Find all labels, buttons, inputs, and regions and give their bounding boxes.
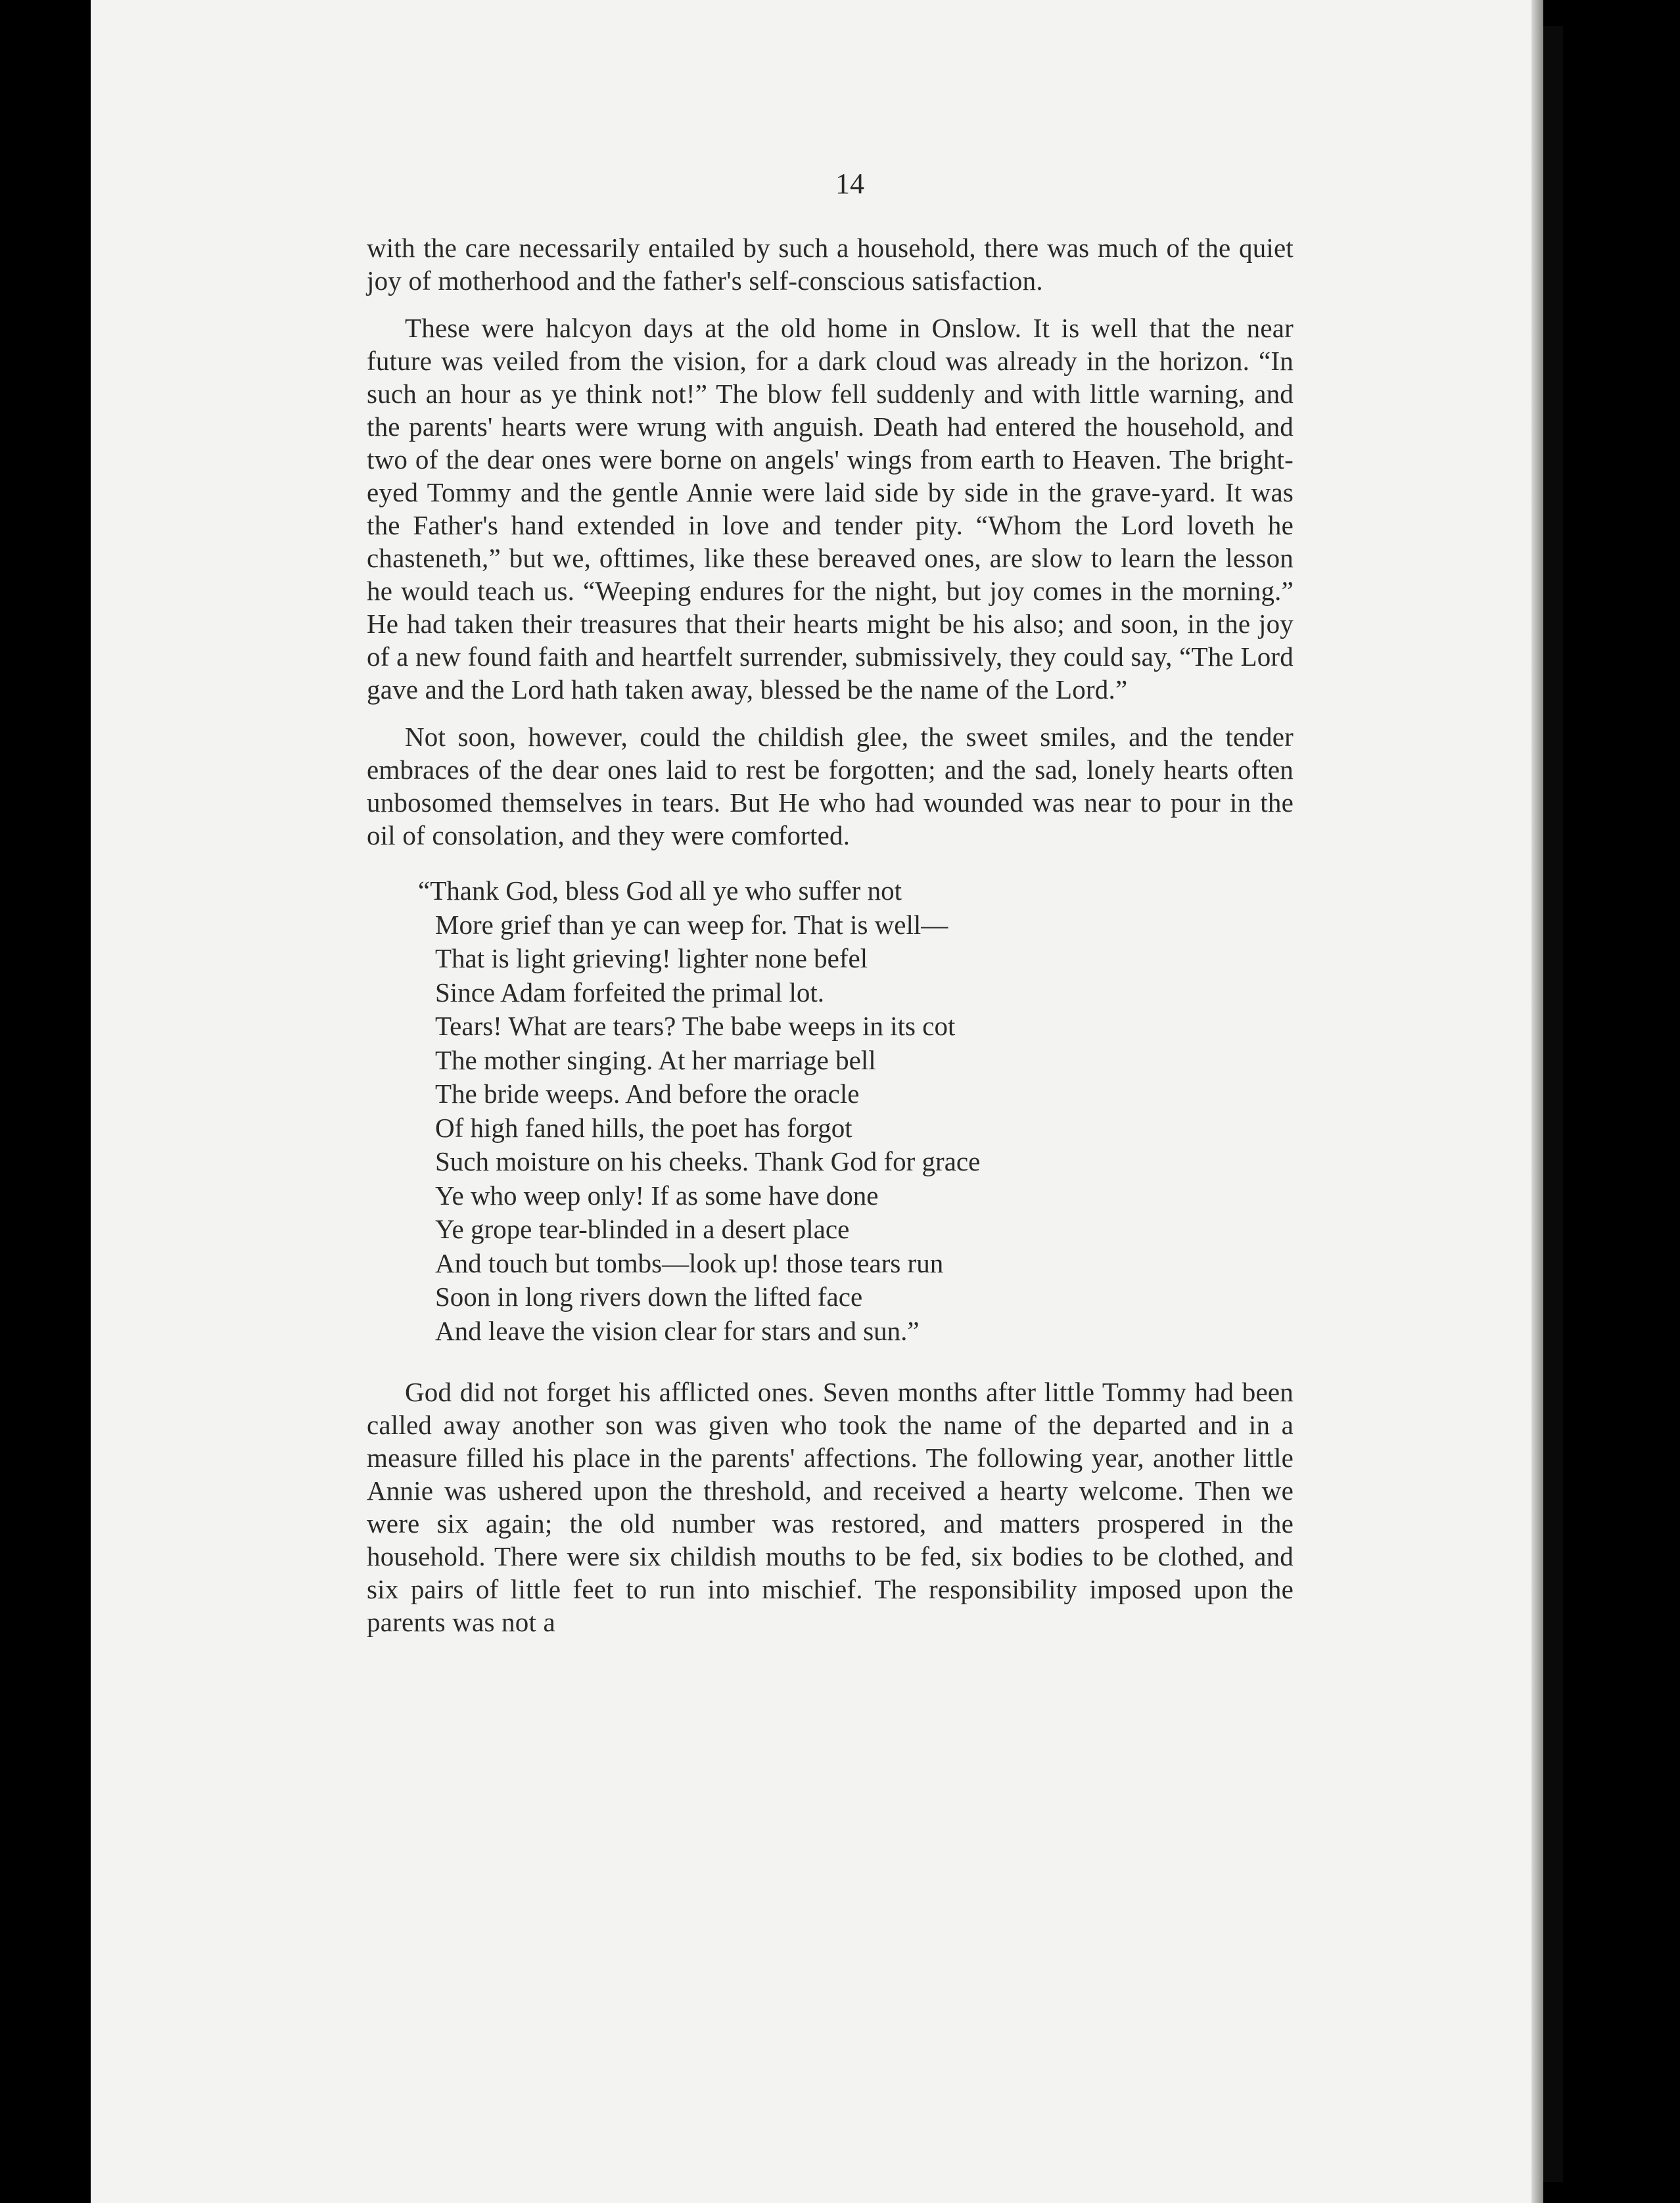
poem-line: Of high faned hills, the poet has forgot [435,1112,852,1143]
poem-line: Ye grope tear-blinded in a desert place [435,1214,850,1244]
page-text-block [367,164,1294,1653]
poem-line: That is light grieving! lighter none befel [435,943,868,973]
poem-line: The bride weeps. And before the oracle [435,1078,860,1109]
page-number: 14 [835,168,864,200]
binding-shadow [1543,26,1563,2182]
poem-line: And leave the vision clear for stars and sun.” [435,1315,920,1346]
poem-line: The mother singing. At her marriage bell [435,1044,876,1075]
poem-line: Soon in long rivers down the lifted face [435,1282,863,1312]
poem-quotation [409,874,1294,1348]
poem-line: And touch but tombs—look up! those tears run [435,1247,944,1278]
poem-line: “Thank God, bless God all ye who suffer not [418,875,902,906]
paragraph-continuation: with the care necessarily entailed by such a household, there was much of the quiet joy of motherhood and the father's self-conscious satisfaction. [367,233,1294,296]
paragraph-halcyon-days: These were halcyon days at the old home in Onslow. It is well that the near future was veiled from the vision, for a dark cloud was already in the horizon. “In such an hour as ye think not!” The blow fell suddenly and with little warning, and the parents' hearts were wrung with anguish. Death had entered the household, and two of the dear ones were borne on angels' wings from earth to Heaven. The bright-eyed Tommy and the gentle Annie were laid side by side in the grave-yard. It was the Father's hand extended in love and tender pity. “Whom the Lord loveth he chasteneth,” but we, ofttimes, like these bereaved ones, are slow to learn the lesson he would teach us. “Weeping endures for the night, but joy comes in the morning.” He had taken their treasures that their hearts might be his also; and soon, in the joy of a new found faith and heartfelt surrender, submissively, they could say, “The Lord gave and the Lord hath taken away, blessed be the name of the Lord.” [367,313,1294,705]
page-edge [1531,0,1543,2203]
poem-line: Since Adam forfeited the primal lot. [435,977,825,1008]
poem-line: Tears! What are tears? The babe weeps in its cot [435,1011,956,1041]
poem-line: Such moisture on his cheeks. Thank God for grace [435,1146,981,1176]
poem-line: Ye who weep only! If as some have done [435,1180,879,1211]
poem-line: More grief than ye can weep for. That is well— [435,909,948,940]
paragraph-not-soon: Not soon, however, could the childish glee, the sweet smiles, and the tender embraces of the dear ones laid to rest be forgotten; and the sad, lonely hearts often unbosomed themselves in tears. But He who had wounded was near to pour in the oil of consolation, and they were comforted. [367,722,1294,850]
paragraph-god-did-not-forget: God did not forget his afflicted ones. Seven months after little Tommy had been called away another son was given who took the name of the departed and in a measure filled his place in the parents' affections. The following year, another little Annie was ushered upon the threshold, and received a hearty welcome. Then we were six again; the old number was restored, and matters prospered in the household. There were six childish mouths to be fed, six bodies to be clothed, and six pairs of little feet to run into mischief. The responsibility imposed upon the parents was not a [367,1377,1294,1637]
